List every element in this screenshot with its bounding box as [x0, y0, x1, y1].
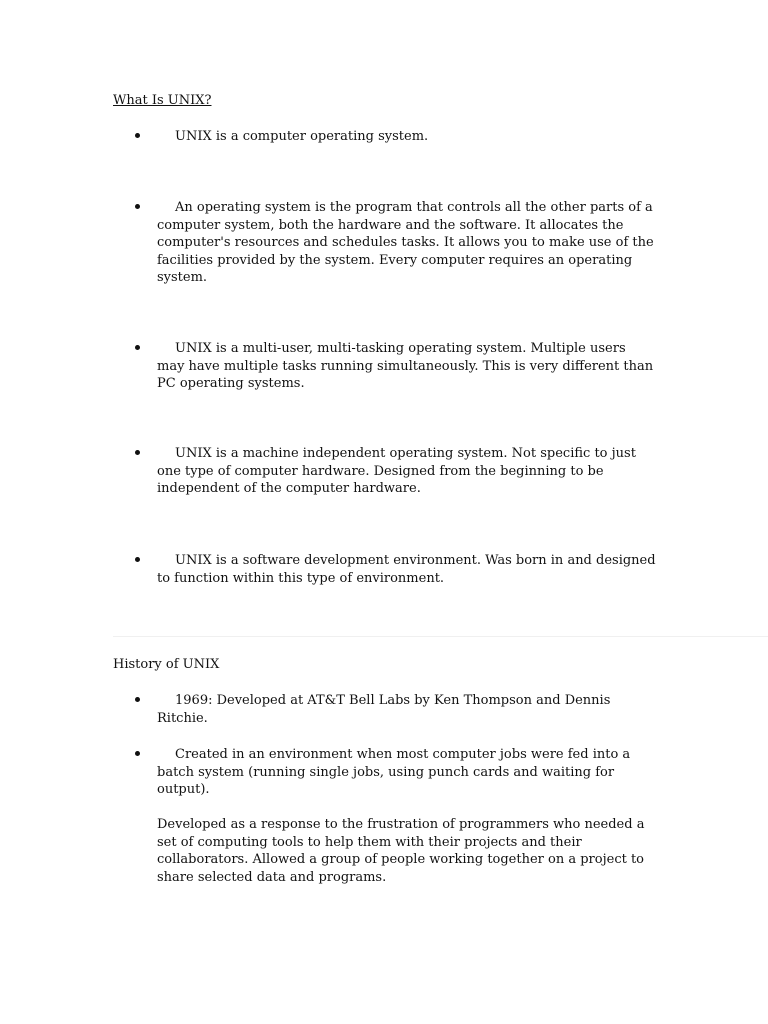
bullet-dot — [134, 128, 142, 136]
section-title-history-of-unix: History of UNIX — [113, 657, 220, 672]
bullet-dot — [134, 199, 142, 207]
bullet-dot — [134, 746, 142, 754]
section-title-what-is-unix: What Is UNIX? — [113, 93, 212, 108]
bullet-text: UNIX is a software development environment. Was born in and designed to function within this type of environment. — [157, 553, 656, 586]
bullet-text: UNIX is a multi-user, multi-tasking operating system. Multiple users may have multiple tasks running simultaneously. This is very different than PC operating systems. — [157, 341, 654, 391]
bullet-dot — [134, 340, 142, 348]
bullet-dot — [134, 552, 142, 560]
bullet-text: UNIX is a computer operating system. — [175, 129, 429, 144]
bullet-text: An operating system is the program that controls all the other parts of a computer system, both the hardware and the software. It allocates the computer's resources and schedules tasks. It allows you to make use of the facilities provided by the system. Every computer requires an operating system. — [157, 200, 654, 285]
bullet-dot — [134, 692, 142, 700]
bullet-text: 1969: Developed at AT&T Bell Labs by Ken Thompson and Dennis Ritchie. — [157, 693, 611, 726]
history-paragraph: Developed as a response to the frustration of programmers who needed a set of computing tools to help them with their projects and their collaborators. Allowed a group of people working together on a project to share selected data and programs. — [157, 817, 645, 885]
section-divider — [113, 636, 768, 637]
bullet-text: UNIX is a machine independent operating system. Not specific to just one type of computer hardware. Designed from the beginning to be independent of the computer hardware. — [157, 446, 636, 496]
bullet-dot — [134, 445, 142, 453]
bullet-text: Created in an environment when most computer jobs were fed into a batch system (running single jobs, using punch cards and waiting for output). — [157, 747, 631, 797]
